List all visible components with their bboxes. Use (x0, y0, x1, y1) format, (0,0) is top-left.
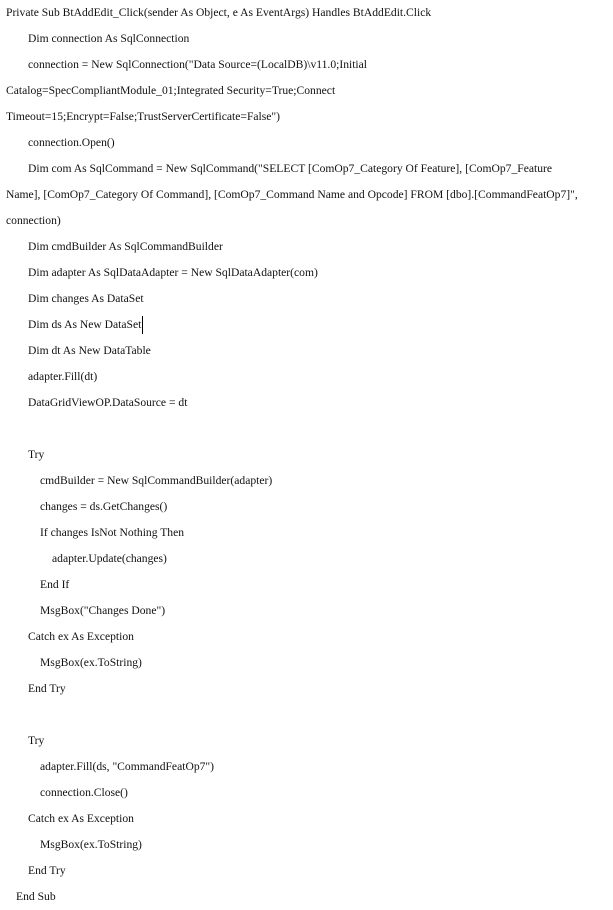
code-line: Dim connection As SqlConnection (28, 32, 190, 45)
code-line: MsgBox(ex.ToString) (40, 838, 142, 851)
code-line: MsgBox("Changes Done") (40, 604, 166, 617)
text-caret (142, 316, 143, 334)
code-line: Dim com As SqlCommand = New SqlCommand("SELECT [ComOp7_Category Of Feature], [ComOp7_Feature (28, 162, 553, 175)
code-line: connection = New SqlConnection("Data Source=(LocalDB)\v11.0;Initial (28, 58, 368, 71)
code-line: Timeout=15;Encrypt=False;TrustServerCertificate=False") (6, 110, 281, 123)
code-line: adapter.Update(changes) (52, 552, 167, 565)
code-line: MsgBox(ex.ToString) (40, 656, 142, 669)
code-line: Private Sub BtAddEdit_Click(sender As Object, e As EventArgs) Handles BtAddEdit.Click (6, 6, 432, 19)
code-line: connection.Close() (40, 786, 128, 799)
code-line: connection) (6, 214, 61, 227)
code-line: connection.Open() (28, 136, 115, 149)
code-line: End Try (28, 682, 66, 695)
code-line: adapter.Fill(dt) (28, 370, 98, 383)
code-line: Catalog=SpecCompliantModule_01;Integrated Security=True;Connect (6, 84, 336, 97)
code-line: Name], [ComOp7_Category Of Command], [ComOp7_Command Name and Opcode] FROM [dbo].[CommandFeatOp7]", (6, 188, 578, 201)
code-line: Try (28, 448, 45, 461)
code-line: Dim ds As New DataSet (28, 318, 142, 331)
code-line: changes = ds.GetChanges() (40, 500, 168, 513)
code-line: Dim changes As DataSet (28, 292, 144, 305)
code-line: End Sub (16, 890, 56, 903)
code-line: Catch ex As Exception (28, 630, 134, 643)
code-line: adapter.Fill(ds, "CommandFeatOp7") (40, 760, 215, 773)
code-line: Dim adapter As SqlDataAdapter = New SqlDataAdapter(com) (28, 266, 318, 279)
code-line: End If (40, 578, 70, 591)
code-line: DataGridViewOP.DataSource = dt (28, 396, 188, 409)
code-line: End Try (28, 864, 66, 877)
code-line: cmdBuilder = New SqlCommandBuilder(adapter) (40, 474, 273, 487)
code-line: Catch ex As Exception (28, 812, 134, 825)
code-line: If changes IsNot Nothing Then (40, 526, 185, 539)
code-line: Dim dt As New DataTable (28, 344, 151, 357)
code-line: Try (28, 734, 45, 747)
code-line: Dim cmdBuilder As SqlCommandBuilder (28, 240, 223, 253)
